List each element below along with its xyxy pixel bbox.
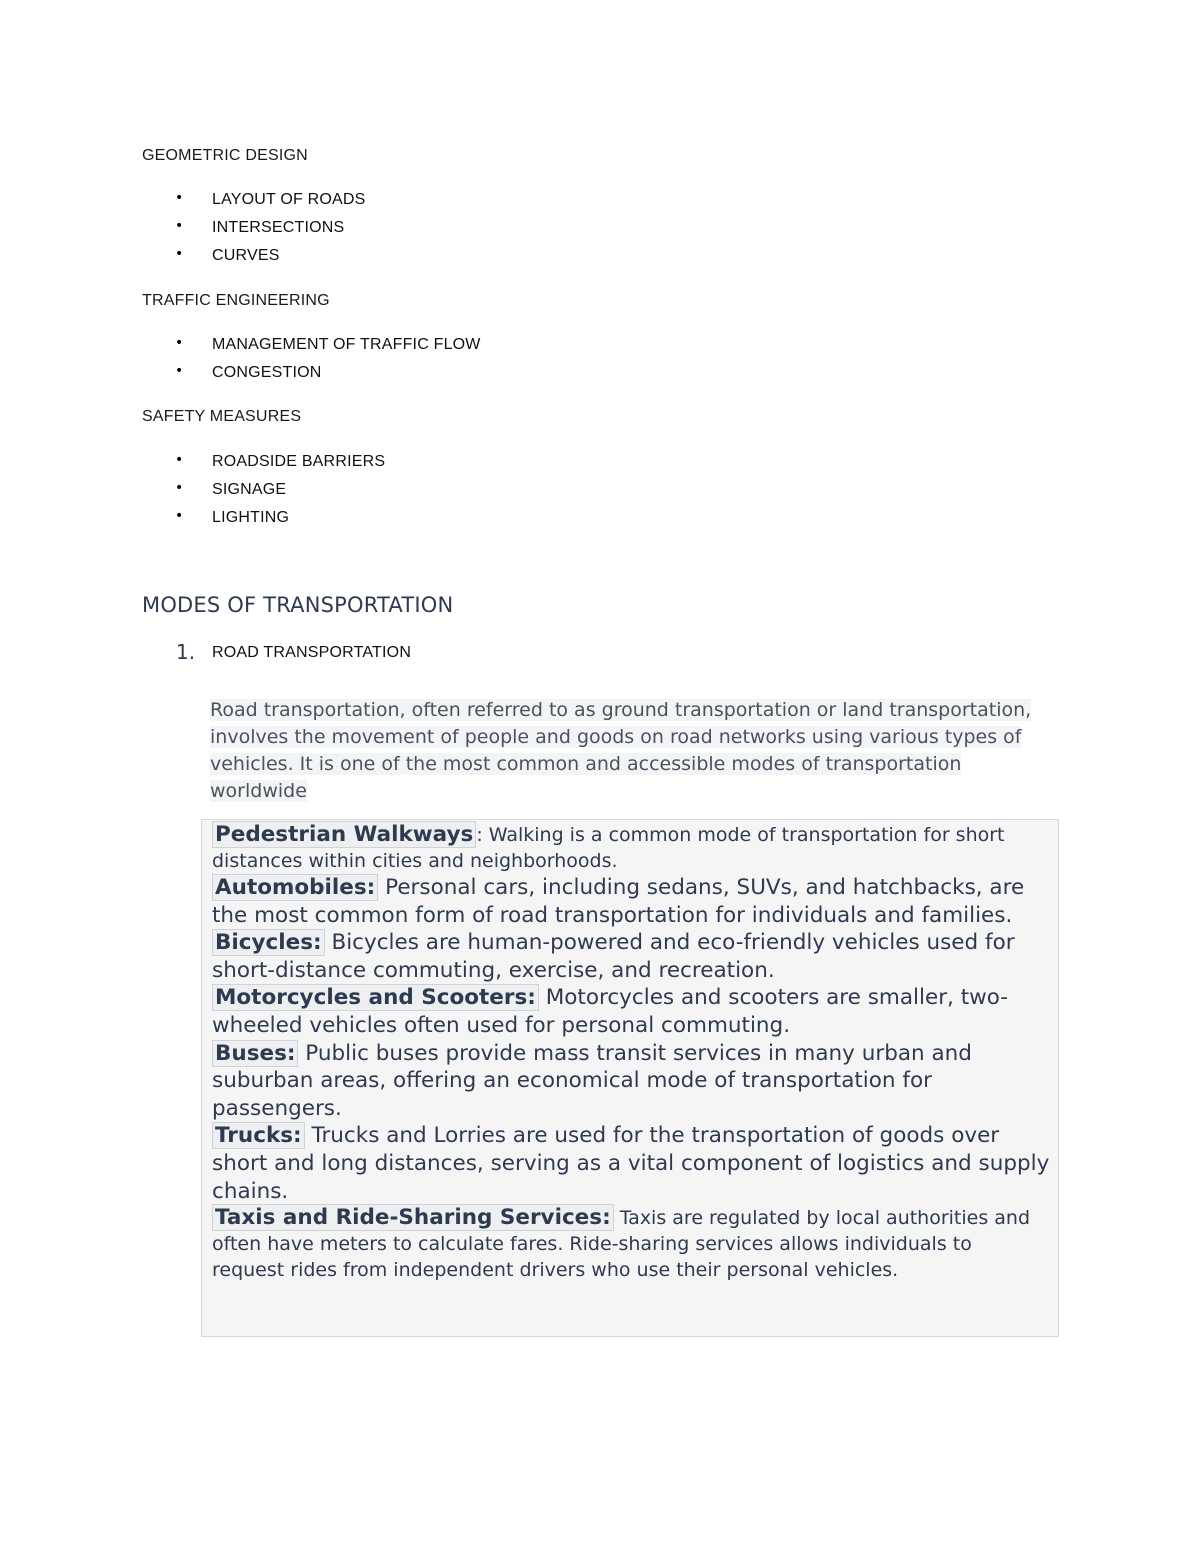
list-item: SIGNAGE bbox=[212, 481, 287, 498]
list-item: MANAGEMENT OF TRAFFIC FLOW bbox=[212, 336, 481, 353]
bullet-icon: • bbox=[175, 218, 184, 234]
list-item: CONGESTION bbox=[212, 364, 322, 381]
mode-description: Bicycles are human-powered and eco-friendly vehicles used for short-distance commuting, exercise, and recreation. bbox=[212, 930, 1015, 983]
mode-term: Automobiles: bbox=[212, 874, 378, 901]
mode-term: Taxis and Ride-Sharing Services: bbox=[212, 1204, 614, 1231]
mode-entry-pedestrian bbox=[212, 822, 1050, 874]
numbered-item-label: ROAD TRANSPORTATION bbox=[212, 644, 412, 661]
intro-paragraph bbox=[210, 697, 1060, 805]
mode-entry-motorcycles bbox=[212, 984, 1050, 1039]
mode-description: Motorcycles and scooters are smaller, two-wheeled vehicles often used for personal commuting. bbox=[212, 985, 1009, 1038]
bullet-icon: • bbox=[175, 480, 184, 496]
list-item: LIGHTING bbox=[212, 509, 290, 526]
mode-description: Taxis are regulated by local authorities and often have meters to calculate fares. Ride-sharing services allows individuals to request rides from independent drivers who use their personal vehicles. bbox=[212, 1207, 1031, 1282]
mode-entry-automobiles bbox=[212, 874, 1050, 929]
mode-term: Trucks: bbox=[212, 1122, 305, 1149]
mode-entry-buses bbox=[212, 1040, 1050, 1123]
mode-description: Walking is a common mode of transportation for short distances within cities and neighborhoods. bbox=[212, 824, 1005, 872]
list-item: LAYOUT OF ROADS bbox=[212, 191, 366, 208]
intro-text: Road transportation, often referred to as ground transportation or land transportation, involves the movement of people and goods on road networks using various types of vehicles. It is one of the most common and accessible modes of transportation worldwide bbox=[210, 699, 1032, 802]
list-item: INTERSECTIONS bbox=[212, 219, 345, 236]
mode-description: Personal cars, including sedans, SUVs, and hatchbacks, are the most common form of road transportation for individuals and families. bbox=[212, 875, 1025, 928]
modes-box bbox=[201, 819, 1059, 1337]
section-title-safety-measures: SAFETY MEASURES bbox=[142, 408, 302, 425]
bullet-icon: • bbox=[175, 335, 184, 351]
heading-modes-of-transportation: MODES OF TRANSPORTATION bbox=[142, 593, 454, 617]
bullet-icon: • bbox=[175, 452, 184, 468]
list-number: 1. bbox=[176, 640, 196, 664]
section-title-traffic-engineering: TRAFFIC ENGINEERING bbox=[142, 292, 330, 309]
mode-term: Pedestrian Walkways bbox=[212, 821, 476, 848]
mode-entry-taxis bbox=[212, 1205, 1050, 1283]
section-title-geometric-design: GEOMETRIC DESIGN bbox=[142, 147, 308, 164]
mode-term: Buses: bbox=[212, 1040, 298, 1067]
mode-separator: : bbox=[476, 824, 483, 846]
list-item: CURVES bbox=[212, 247, 280, 264]
list-item: ROADSIDE BARRIERS bbox=[212, 453, 386, 470]
mode-term: Bicycles: bbox=[212, 929, 325, 956]
bullet-icon: • bbox=[175, 190, 184, 206]
mode-description: Trucks and Lorries are used for the transportation of goods over short and long distances, serving as a vital component of logistics and supply chains. bbox=[212, 1123, 1050, 1204]
mode-term: Motorcycles and Scooters: bbox=[212, 984, 539, 1011]
mode-description: Public buses provide mass transit services in many urban and suburban areas, offering an economical mode of transportation for passengers. bbox=[212, 1040, 972, 1121]
bullet-icon: • bbox=[175, 246, 184, 262]
mode-entry-bicycles bbox=[212, 929, 1050, 984]
bullet-icon: • bbox=[175, 508, 184, 524]
bullet-icon: • bbox=[175, 363, 184, 379]
mode-entry-trucks bbox=[212, 1122, 1050, 1205]
